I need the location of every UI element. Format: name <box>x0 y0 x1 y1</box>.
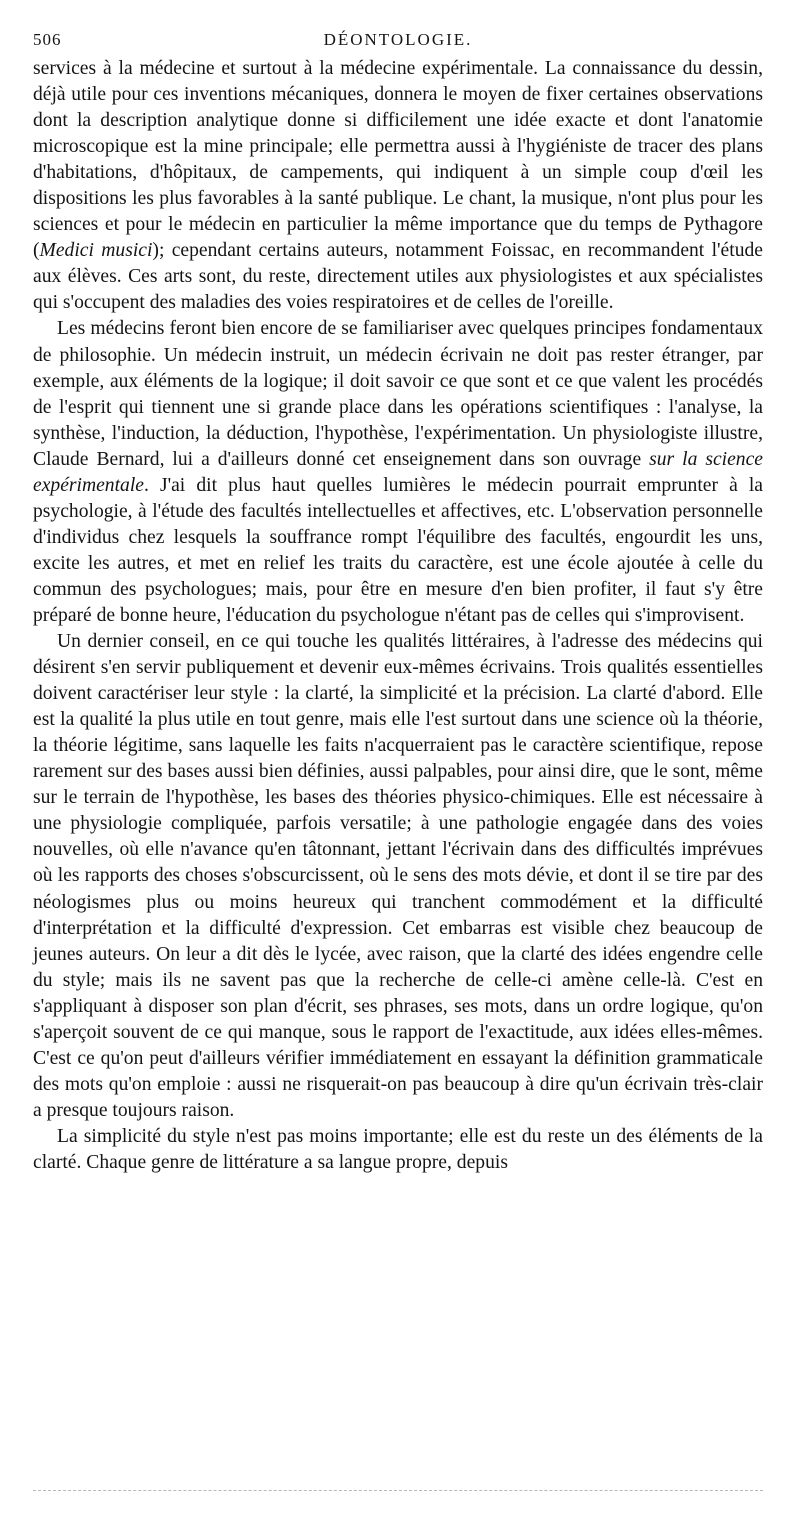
paragraph-philosophie <box>33 316 763 629</box>
paragraph-continued <box>33 56 763 316</box>
text-span: . J'ai dit plus haut quelles lumières le médecin pourrait emprunter à la psychologie, à l'étude des facultés intellectuelles et affectives, etc. L'observation personnelle d'individus chez lesquels la souffrance rompt l'équilibre des facultés, engourdit les uns, excite les autres, et met en relief les traits du caractère, est une école ajoutée à celle du commun des psychologues; mais, pour être en mesure d'en bien profiter, il faut s'y être préparé de bonne heure, l'éducation du psychologue n'étant pas de celles qui s'improvisent. <box>33 474 763 626</box>
text-span: services à la médecine et surtout à la médecine expérimentale. La connaissance du dessin, déjà utile pour ces inventions mécaniques, donnera le moyen de fixer certaines observations dont la description analytique donne si difficilement une idée exacte et dont l'anatomie microscopique est la mine principale; elle permettra aussi à l'hygiéniste de tracer des plans d'habitations, d'hôpitaux, de campements, qui indiquent à un simple coup d'œil les dispositions les plus favorables à la santé publique. Le chant, la musique, n'ont plus pour les sciences et pour le médecin en particulier la même importance que du temps de Pythagore ( <box>33 58 763 262</box>
text-span: Un dernier conseil, en ce qui touche les qualités littéraires, à l'adresse des médecins qui désirent s'en servir publiquement et devenir eux-mêmes écrivains. Trois qualités essentielles doivent caractériser leur style : la clarté, la simplicité et la précision. La clarté d'abord. Elle est la qualité la plus utile en tout genre, mais elle l'est surtout dans une science où la théorie, la théorie légitime, sans laquelle les faits n'acquerraient pas le caractère scientifique, repose rarement sur des bases aussi bien définies, aussi palpables, pour ainsi dire, que le sont, même sur le terrain de l'hypothèse, les bases des théories physico-chimiques. Elle est nécessaire à une physiologie compliquée, parfois versatile; à une pathologie engagée dans des voies nouvelles, où elle n'avance qu'en tâtonnant, jettant l'écrivain dans des difficultés imprévues où les rapports des choses s'obscurcissent, où le sens des mots dévie, et dont il se tire par des néologismes plus ou moins heureux qui tranchent commodément et la difficulté d'interprétation et la difficulté d'expression. Cet embarras est visible chez beaucoup de jeunes auteurs. On leur a dit dès le lycée, avec raison, que la clarté des idées engendre celle du style; mais ils ne savent pas que la recherche de celle-ci amène celle-là. C'est en s'appliquant à disposer son plan d'écrit, ses phrases, ses mots, dans un ordre logique, qu'on s'aperçoit souvent de ce qui manque, sous le rapport de l'exactitude, aux idées elles-mêmes. C'est ce qu'on peut d'ailleurs vérifier immédiatement en essayant la définition grammaticale des mots qu'on emploie : aussi ne risquerait-on pas beaucoup à dire qu'un écrivain très-clair a presque toujours raison. <box>33 631 763 1121</box>
book-page <box>33 30 763 1176</box>
text-span: ); cependant certains auteurs, notamment Foissac, en recommandent l'étude aux élèves. Ces arts sont, du reste, directement utiles aux physiologistes et aux spécialistes qui s'occupent des maladies des voies respiratoires et de celles de l'oreille. <box>33 240 763 314</box>
italic-phrase-science-experimentale: sur la science expérimentale <box>33 448 763 496</box>
text-span: Les médecins feront bien encore de se familiariser avec quelques principes fondamentaux de philosophie. Un médecin instruit, un médecin écrivain ne doit pas rester étranger, par exemple, aux éléments de la logique; il doit savoir ce que sont et ce que valent les procédés de l'esprit qui tiennent une si grande place dans les opérations scientifiques : l'analyse, la synthèse, l'induction, la déduction, l'hypothèse, l'expérimentation. Un physiologiste illustre, Claude Bernard, lui a d'ailleurs donné cet enseignement dans son ouvrage <box>33 318 763 470</box>
italic-phrase-medici-musici: Medici musici <box>39 240 153 262</box>
paragraph-simplicite <box>33 1124 763 1176</box>
paragraph-clarte <box>33 629 763 1124</box>
footer-rule <box>33 1490 763 1491</box>
text-span: La simplicité du style n'est pas moins importante; elle est du reste un des éléments de la clarté. Chaque genre de littérature a sa langue propre, depuis <box>33 1125 763 1173</box>
page-number: 506 <box>33 30 62 49</box>
running-title: DÉONTOLOGIE. <box>323 30 473 49</box>
page-header <box>33 30 763 56</box>
body-text <box>33 56 763 1176</box>
